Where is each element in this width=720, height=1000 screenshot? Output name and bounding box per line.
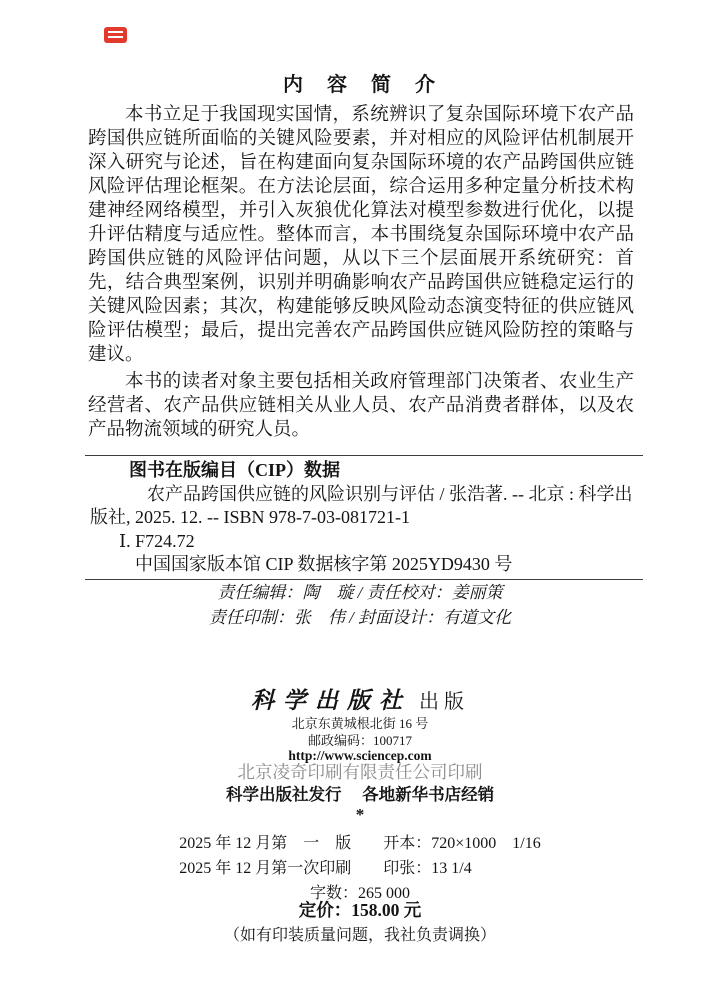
publish-label: 出版 <box>419 691 469 713</box>
edition-line-1: 2025 年 12 月第 一 版 开本：720×1000 1/16 <box>179 835 541 852</box>
page-title: 内 容 简 介 <box>283 74 437 96</box>
credits-line-editor: 责任编辑：陶 璇 / 责任校对：姜丽策 <box>217 583 503 602</box>
edition-info <box>179 831 540 906</box>
credits-line-printing: 责任印制：张 伟 / 封面设计：有道文化 <box>208 608 512 627</box>
price-line: 定价：158.00 元 <box>298 900 422 920</box>
wordcount-line: 字数：265 000 <box>309 885 411 902</box>
red-stamp-icon <box>104 27 127 43</box>
cip-line: 版社, 2025. 12. -- ISBN 978-7-03-081721-1 <box>90 507 410 527</box>
intro-paragraph: 本书立足于我国现实国情，系统辨识了复杂国际环境下农产品跨国供应链所面临的关键风险要素，并对相应的风险评估机制展开深入研究与论述，旨在构建面向复杂国际环境的农产品跨国供应链风险评估理论框架。在方法论层面，综合运用多种定量分析技术构建神经网络模型，并引入灰狼优化算法对模型参数进行优化，以提升评估精度与适应性。整体而言，本书围绕复杂国际环境中农产品跨国供应链的风险评估问题，从以下三个层面展开系统研究：首先，结合典型案例，识别并明确影响农产品跨国供应链稳定运行的关键风险因素；其次，构建能够反映风险动态演变特征的供应链风险评估模型；最后，提出完善农产品跨国供应链风险防控的策略与建议。 <box>88 105 634 365</box>
separator-asterisk: * <box>355 805 365 824</box>
intro-section <box>88 103 634 442</box>
printer-line: 北京凌奇印刷有限责任公司印刷 <box>237 762 483 782</box>
cip-line: 农产品跨国供应链的风险识别与评估 / 张浩著. -- 北京 : 科学出 <box>147 483 633 504</box>
publisher-website: http://www.sciencep.com <box>288 748 432 763</box>
staff-credits <box>0 580 720 630</box>
cip-data-box <box>85 455 643 580</box>
cip-classification: Ⅰ. F724.72 <box>119 530 195 551</box>
cip-heading: 图书在版编目（CIP）数据 <box>129 460 340 480</box>
publisher-line <box>0 687 720 717</box>
cip-record-number: 中国国家版本馆 CIP 数据核字第 2025YD9430 号 <box>135 554 513 574</box>
quality-note: （如有印装质量问题，我社负责调换） <box>223 927 496 944</box>
distribution-line: 科学出版社发行 各地新华书店经销 <box>225 785 495 804</box>
edition-line-2: 2025 年 12 月第一次印刷 印张：13 1/4 <box>179 860 472 877</box>
publisher-address: 北京东黄城根北街 16 号 <box>291 716 429 731</box>
publisher-postcode: 邮政编码：100717 <box>307 733 412 748</box>
intro-paragraph: 本书的读者对象主要包括相关政府管理部门决策者、农业生产经营者、农产品供应链相关从业人员、农产品消费者群体，以及农产品物流领域的研究人员。 <box>88 372 634 440</box>
publisher-logo: 科学出版社 <box>251 688 411 713</box>
